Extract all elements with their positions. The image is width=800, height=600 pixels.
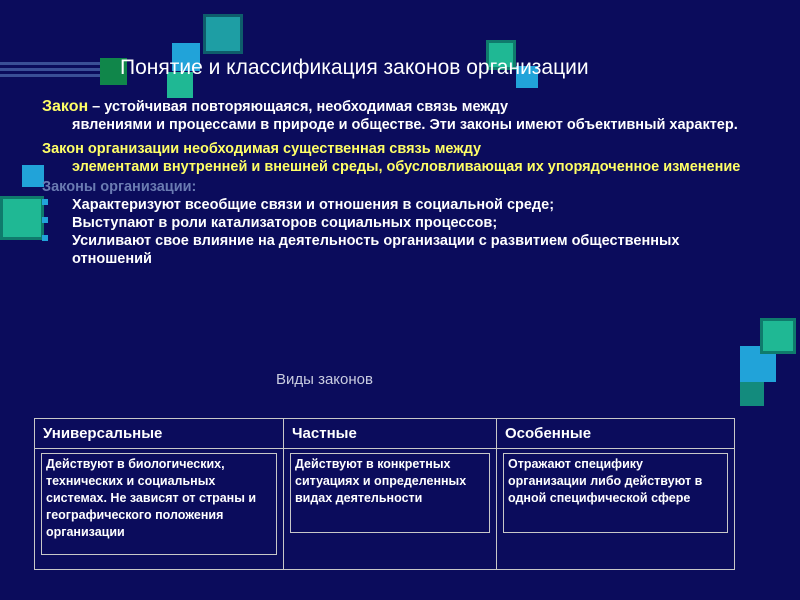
law-dash: –: [88, 99, 105, 115]
table-header-cell: Частные: [284, 419, 497, 449]
table-row: [35, 449, 735, 570]
table-cell-text: Отражают специфику организации либо действуют в одной специфической сфере: [503, 453, 728, 533]
bullet-square-icon: [42, 217, 48, 223]
list-item-text: Характеризуют всеобщие связи и отношения в социальной среде;: [72, 197, 555, 213]
slide-title: Понятие и классификация законов организации: [120, 56, 589, 79]
org-law-definition: [42, 140, 762, 176]
table-cell: [497, 449, 735, 570]
decor-square: [203, 14, 243, 54]
list-item: [42, 196, 762, 214]
decor-square: [740, 382, 764, 406]
list-item: [42, 232, 762, 268]
table-header-row: [35, 419, 735, 449]
decor-square: [22, 165, 44, 187]
law-definition: [42, 98, 762, 134]
bullet-square-icon: [42, 199, 48, 205]
table-header-cell: Особенные: [497, 419, 735, 449]
org-laws-heading: Законы организации:: [42, 179, 197, 195]
table-cell: [284, 449, 497, 570]
slide-body: [42, 98, 762, 268]
org-laws-list: [42, 196, 762, 268]
org-law-rest: элементами внутренней и внешней среды, обусловливающая их упорядоченное изменение: [72, 159, 741, 175]
list-item-text: Выступают в роли катализаторов социальных процессов;: [72, 215, 498, 231]
list-item-text: Усиливают свое влияние на деятельность организации с развитием общественных отношений: [72, 233, 680, 267]
table-cell-text: Действуют в биологических, технических и социальных системах. Не зависят от страны и географического положения организации: [41, 453, 277, 555]
types-title: Виды законов: [276, 371, 373, 388]
law-definition-first: устойчивая повторяющаяся, необходимая связь между: [104, 99, 509, 115]
org-law-first: Закон организации необходимая существенная связь между: [42, 141, 482, 157]
decor-square: [0, 196, 44, 240]
decor-line: [0, 68, 100, 71]
table-cell-text: Действуют в конкретных ситуациях и определенных видах деятельности: [290, 453, 490, 533]
law-term: Закон: [42, 98, 89, 115]
bullet-square-icon: [42, 235, 48, 241]
law-definition-rest: явлениями и процессами в природе и обществе. Эти законы имеют объективный характер.: [72, 117, 738, 133]
decor-square: [760, 318, 796, 354]
table-header-cell: Универсальные: [35, 419, 284, 449]
decor-line: [0, 62, 100, 65]
law-types-table: [34, 418, 735, 570]
list-item: [42, 214, 762, 232]
table-cell: [35, 449, 284, 570]
decor-line: [0, 74, 100, 77]
